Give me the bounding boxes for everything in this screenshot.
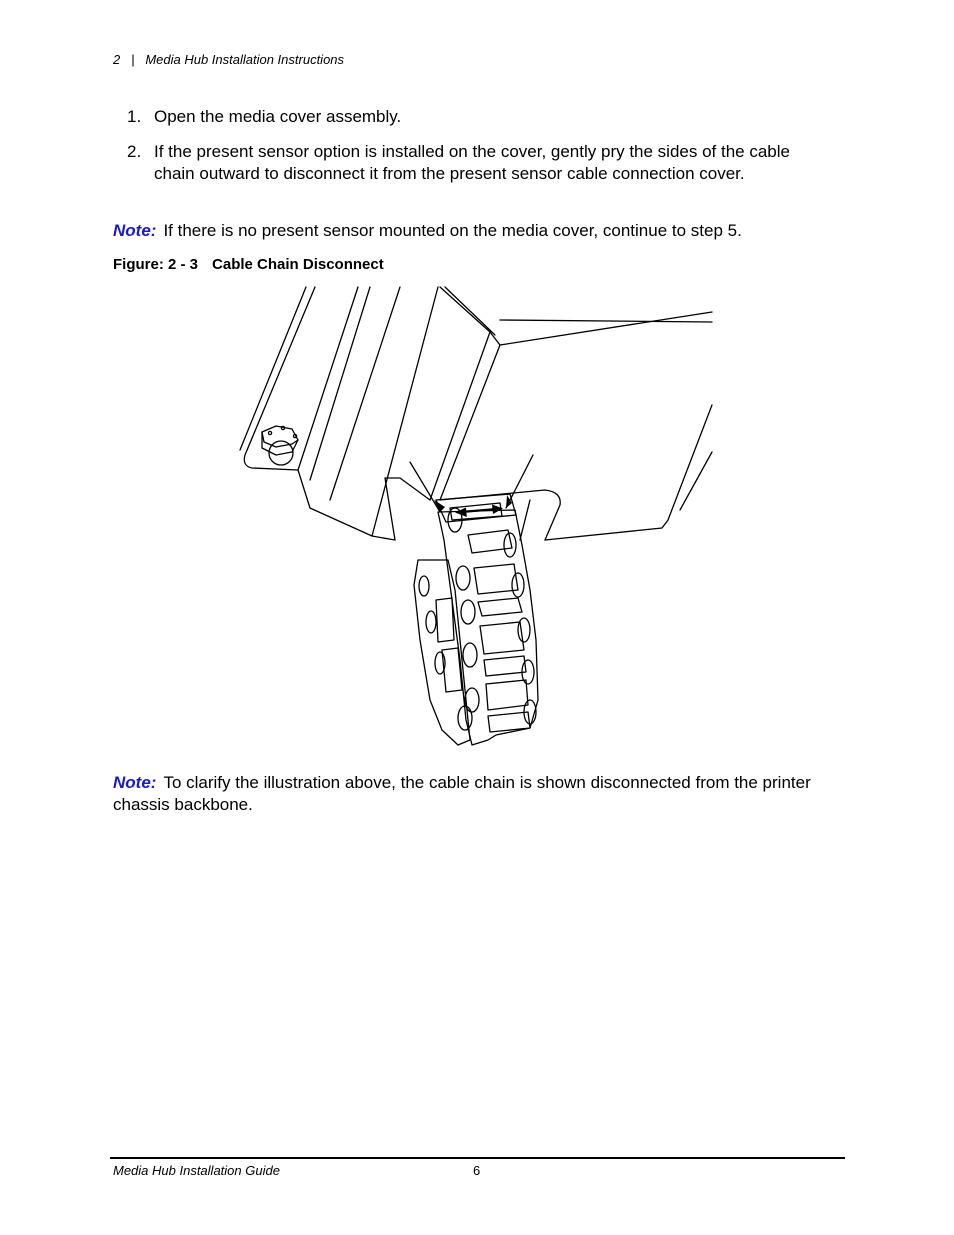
step-number: 1.	[127, 107, 142, 126]
instruction-steps	[113, 106, 833, 198]
nut-fastener	[262, 426, 298, 465]
note-skip-step	[113, 220, 833, 242]
footer-guide-title: Media Hub Installation Guide	[113, 1163, 280, 1178]
note-label: Note:	[113, 773, 157, 792]
step-item	[113, 106, 833, 128]
step-text: If the present sensor option is installed on the cover, gently pry the sides of the cable chain outward to disconnect it from the present sensor cable connection cover.	[154, 142, 790, 183]
header-title: Media Hub Installation Instructions	[145, 52, 345, 67]
chain-rollers	[436, 530, 530, 732]
note-illustration-clarification	[113, 772, 833, 816]
step-number: 2.	[127, 142, 142, 161]
step-text: Open the media cover assembly.	[154, 107, 402, 126]
cable-chain	[414, 508, 538, 745]
figure-title: Cable Chain Disconnect	[212, 256, 384, 273]
running-header	[113, 52, 344, 67]
figure-number: Figure: 2 - 3	[113, 256, 199, 273]
header-separator: |	[131, 52, 135, 67]
footer-divider	[110, 1157, 845, 1159]
callout-arrows	[410, 455, 533, 512]
note-text: To clarify the illustration above, the cable chain is shown disconnected from the printer chassis backbone.	[113, 773, 811, 814]
note-text: If there is no present sensor mounted on the media cover, continue to step 5.	[163, 221, 742, 240]
header-page-number: 2	[113, 52, 121, 67]
cable-chain-illustration	[235, 282, 720, 752]
footer-page-number: 6	[473, 1163, 481, 1178]
figure-caption	[113, 256, 384, 273]
note-label: Note:	[113, 221, 157, 240]
double-arrow	[461, 509, 497, 512]
step-item	[113, 141, 833, 185]
media-cover	[240, 287, 712, 540]
